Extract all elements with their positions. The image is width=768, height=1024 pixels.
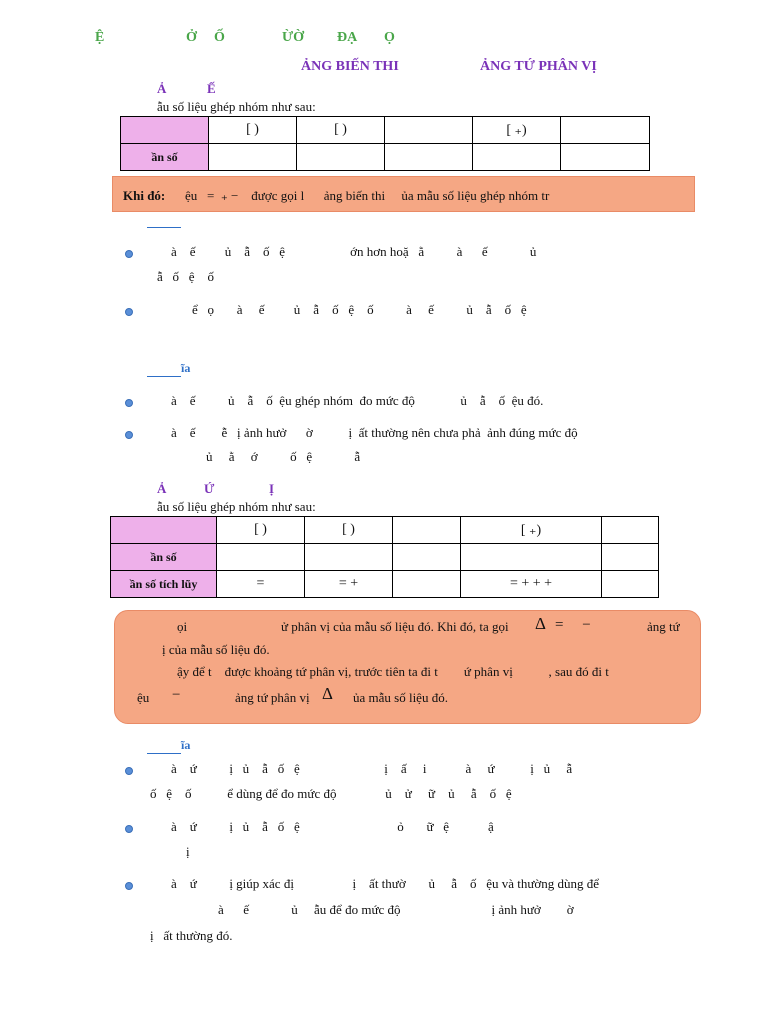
table-cell: [ ₊) [473,117,561,144]
table-row-label: ần số tích lũy [111,571,217,598]
bullet-icon [125,399,133,407]
box-text: ệu = ₊ − được gọi l ảng biến thi ủa mẫu số liệu ghép nhóm tr [185,188,550,203]
table-cell: = + + + [461,571,602,598]
meaning-line: à ứ ị ủ ẫ ố ệ ỏ ữ ệ ậ [171,819,494,834]
table-cell [602,517,659,544]
table-cell: [ ) [305,517,393,544]
title-fragment-2: Ở [186,30,197,45]
box-text: ệu [137,690,150,705]
meaning-heading: ĩa [181,361,191,375]
table-cell [461,544,602,571]
table-cell [393,571,461,598]
bullet-icon [125,882,133,890]
table-cell [305,544,393,571]
box-text: ị của mẫu số liệu đó. [162,642,270,657]
note-heading-underline [147,215,181,228]
frequency-table-2 [110,516,659,598]
note-line: ẫ ố ệ ố [157,269,215,284]
meaning-heading: ĩa [181,738,191,752]
section2-intro: ẫu số liệu ghép nhóm như sau: [157,499,316,514]
meaning-line: ị [186,844,190,859]
title-fragment-1: Ệ [95,30,105,45]
table-cell: = + [305,571,393,598]
table-cell [393,517,461,544]
meaning-line: ủ ằ ớ ố ệ ẫ [206,449,361,464]
box-text: ảng tứ phân vị [235,690,310,705]
meaning-line: à ứ ị ủ ẫ ố ệ ị ấ i à ứ ị ủ ẫ [171,761,573,776]
table-cell: [ ) [217,517,305,544]
title-right: ẢNG TỨ PHÂN VỊ [480,59,597,74]
meaning-line: à ế ủ ẫu để đo mức độ ị ảnh hưở ờ [218,902,574,917]
box-text: ử phân vị của mẫu số liệu đó. Khi đó, ta gọi [281,619,509,634]
delta-symbol: Δ [535,614,546,633]
bullet-icon [125,250,133,258]
box-text: ọi [177,619,188,634]
section2-heading-b: Ứ [204,481,215,496]
table-row-label: ần số [111,544,217,571]
title-fragment-3: Ố [214,30,225,45]
box-minus: − [172,687,181,703]
title-left: ẢNG BIẾN THI [301,59,399,74]
table-row [111,544,659,571]
definition-box-range [112,176,695,212]
table-cell [602,571,659,598]
table-row [121,144,650,171]
table-cell [561,144,650,171]
section1-heading-a: Ả [157,81,167,96]
table-cell: [ ₊) [461,517,602,544]
box-text: ậy để t được khoảng tứ phân vị, trước tiên ta đi t ứ phân vị , sau đó đi t [177,664,609,679]
section1-intro: ẫu số liệu ghép nhóm như sau: [157,99,316,114]
title-fragment-4: ỪỜ [282,30,305,45]
table-cell [111,517,217,544]
section2-heading-a: Ả [157,481,167,496]
meaning-line: à ứ ị giúp xác đị ị ất thườ ủ ẫ ố ệu và thường dùng để [171,876,600,891]
frequency-table-1 [120,116,650,171]
note-line: à ế ủ ẫ ố ệ ớn hơn hoặ ằ à ế ủ [171,244,537,259]
meaning-line: à ế ễ ị ảnh hưở ờ ị ất thường nên chưa phả ảnh đúng mức độ [171,425,578,440]
table-cell [393,544,461,571]
table-row [111,571,659,598]
table-cell [297,144,385,171]
bullet-icon [125,308,133,316]
section1-heading-b: Ế [207,81,216,96]
table-cell [602,544,659,571]
meaning-heading-underline [147,364,181,377]
meaning-line: ố ệ ố ể dùng để đo mức độ ủ ử ữ ủ ẫ ố ệ [150,786,512,801]
table-row [111,517,659,544]
delta-symbol: Δ [322,684,333,703]
table-cell [473,144,561,171]
bullet-icon [125,767,133,775]
table-cell [121,117,209,144]
table-cell: = [217,571,305,598]
box-equation: = − [555,617,591,633]
meaning-line: à ế ủ ẫ ố ệu ghép nhóm đo mức độ ủ ẫ ố ệu đó. [171,393,544,408]
box-text: ủa mẫu số liệu đó. [353,690,448,705]
table-cell [561,117,650,144]
table-cell [385,144,473,171]
bullet-icon [125,825,133,833]
box-bold-label: Khi đó: [123,188,166,203]
table-row [121,117,650,144]
table-cell: [ ) [209,117,297,144]
title-fragment-5: ĐẠ [337,30,358,45]
bullet-icon [125,431,133,439]
table-cell [385,117,473,144]
box-text: ảng tứ [647,619,680,634]
meaning-heading-underline [147,741,181,754]
definition-box-iqr [114,610,701,724]
meaning-line: ị ất thường đó. [150,928,233,943]
table-cell [217,544,305,571]
section2-heading-c: Ị [269,481,275,496]
table-cell: [ ) [297,117,385,144]
title-fragment-6: Ọ [384,30,395,45]
table-row-label: ần số [121,144,209,171]
note-line: ể ọ à ế ủ ẫ ố ệ ố à ế ủ ẫ ố ệ [192,302,527,317]
table-cell [209,144,297,171]
